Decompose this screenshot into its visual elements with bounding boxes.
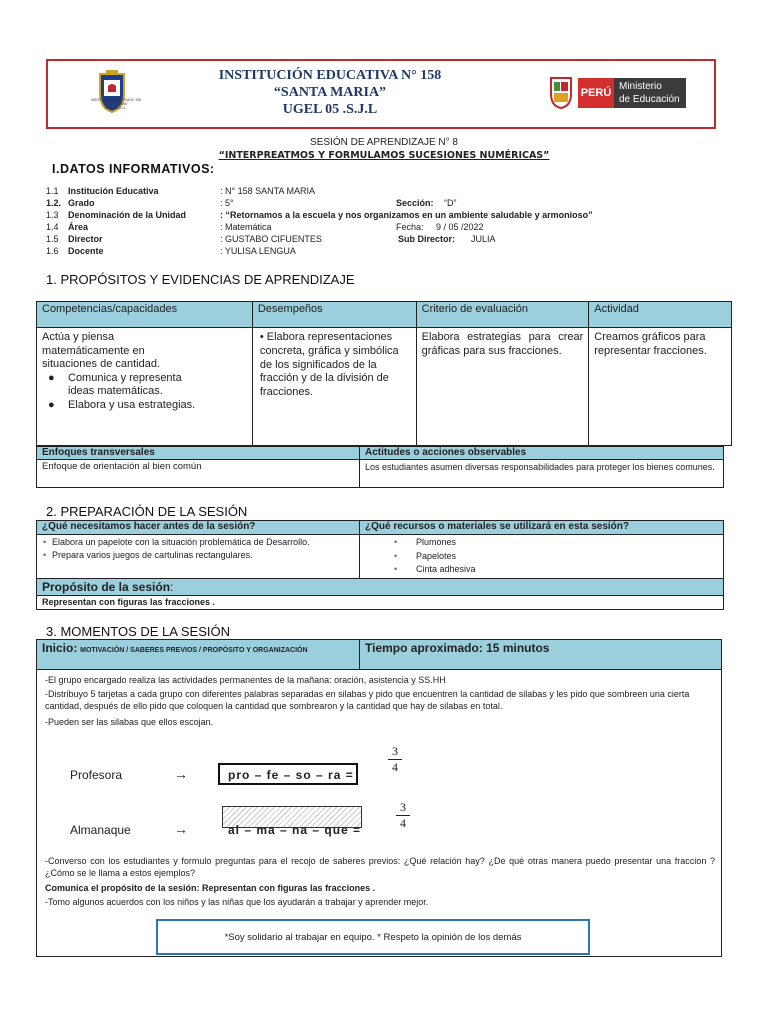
inicio-label: Inicio: [42,641,78,655]
datos-row-number: 1.5 [46,234,59,244]
institution-subname: “SANTA MARIA” [273,85,387,100]
desempeno-text: Elabora representaciones concreta, gráfica y simbólica de los significados de la fracción y de la división de fracciones. [259,331,399,399]
logo-caption-line: INSTITUCION EDUCATIVA N° 158 [91,98,141,102]
datos-row-value: : N° 158 SANTA MARIA [220,186,315,196]
fraction-numerator: 3 [388,744,402,760]
arrow-icon: → [174,821,188,837]
datos-row-label: Grado [68,198,95,208]
institution-name: INSTITUCIÓN EDUCATIVA N° 158 [218,68,442,83]
list-item: ● Elabora y usa estrategias. [48,398,196,411]
enfoques-table [36,446,724,488]
inicio-sub: MOTIVACIÓN / SABERES PREVIOS / PROPÓSITO Y ORGANIZACIÓN [80,647,308,654]
col-header: Criterio de evaluación [416,302,589,328]
datos-row-extra-label: Sub Director: [398,234,456,244]
session-number: SESIÓN DE APRENDIZAJE N° 8 [310,137,458,148]
datos-row-value: : 5° [220,198,234,208]
inicio-header [37,640,360,670]
fraction-denominator: 4 [392,760,398,774]
antes-cell [37,535,360,579]
datos-row-value: : GUSTABO CIFUENTES [220,234,322,244]
datos-heading: I.DATOS INFORMATIVOS: [52,162,215,176]
list-item: • Prepara varios juegos de cartulinas rectangulares. [43,550,253,560]
paragraph: -Distribuyo 5 tarjetas a cada grupo con diferentes palabras separadas en silabas y pido que encuentren la cantidad de silabas y les pido que sombreen una cierta cantidad, después de ello pido que coloquen la cantidad que sombrearon y la cantidad que hay de silabas en total. [45,689,690,711]
peru-shield-icon [548,74,574,110]
momentos-heading: 3. MOMENTOS DE LA SESIÓN [46,624,230,639]
proposito-label: Propósito de la sesión [42,579,171,594]
paragraph: -Pueden ser las silabas que ellos escojan. [45,717,214,727]
logo-caption-line: "SANTA MARIA" [104,102,128,106]
momentos-box [36,639,722,957]
list-item: • Elabora un papelote con la situación problemática de Desarrollo. [43,537,310,547]
datos-row-extra-value: JULIA [471,234,496,244]
datos-row-label: Área [68,222,89,232]
criterio-cell: Elabora estrategias para crear gráficas para sus fracciones. [416,328,589,446]
actividad-cell: Creamos gráficos para representar fracciones. [589,328,732,446]
ministry-logo [548,72,688,114]
datos-row-number: 1.4 [46,222,59,232]
competencia-text: Actúa y piensa matemáticamente en situaciones de cantidad. [42,331,161,370]
peru-label: PERÚ [578,78,614,108]
col-header: Competencias/capacidades [37,302,253,328]
datos-row-extra-label: Sección: [396,198,434,208]
datos-row [46,234,746,246]
ministry-label-line: Ministerio [619,81,662,92]
proposito-label-cell: Propósito de la sesión: [37,578,724,595]
actitudes-header: Actitudes o acciones observables [360,447,724,460]
list-item: ● Comunica y representa ideas matemáticas. [48,371,182,397]
datos-row-value: : Matemática [220,222,272,232]
syllable-equation: pro – fe – so – ra = [228,768,354,782]
competencias-cell [37,328,253,446]
session-title: “INTERPREATMOS Y FORMULAMOS SUCESIONES NUMÉRICAS” [218,150,550,161]
datos-row [46,210,746,222]
paragraph: -Converso con los estudiantes y formulo preguntas para el recojo de saberes previos: ¿Qué relación hay? ¿De qué otras manera puedo presentar una fraccion ?¿Cómo se le llama a estos ejemplos? [45,856,715,878]
datos-row-label: Institución Educativa [68,186,159,196]
list-item: • Plumones [394,537,457,547]
datos-row-label: Docente [68,246,104,256]
datos-row [46,222,746,234]
propositos-heading: 1. PROPÓSITOS Y EVIDENCIAS DE APRENDIZAJE [46,272,355,287]
desempenos-cell: • Elabora representaciones concreta, gráfica y simbólica de los significados de la fracción y de la división de fracciones. [252,328,416,446]
tiempo-header: Tiempo aproximado: 15 minutos [360,640,721,670]
preparacion-table [36,520,724,610]
antes-list [42,536,354,562]
list-item: • Papelotes [394,550,457,561]
datos-row-extra-value: 9 / 05 /2022 [436,222,484,232]
fraction [396,800,410,831]
datos-row-label: Denominación de la Unidad [68,210,187,220]
fraction-denominator: 4 [400,816,406,830]
propositos-table [36,301,732,446]
acuerdos-box: *Soy solidario al trabajar en equipo. * Respeto la opinión de los demás [156,919,590,955]
capacidades-list [42,372,247,413]
ugel-name: UGEL 05 .S.J.L [282,102,378,117]
datos-row-value: : YULISA LENGUA [220,246,296,256]
datos-row-number: 1.2. [46,198,62,208]
school-logo-caption [84,98,148,110]
ministry-label-line: de Educación [619,94,680,105]
recursos-header: ¿Qué recursos o materiales se utilizará en esta sesión? [360,521,724,535]
preparacion-heading: 2. PREPARACIÓN DE LA SESIÓN [46,504,248,519]
fraction [388,744,402,775]
datos-row [46,246,746,258]
enfoques-header: Enfoques transversales [37,447,360,460]
fraction-numerator: 3 [396,800,410,816]
recursos-cell [360,535,724,579]
example-word: Almanaque [70,823,131,837]
list-item: • Cinta adhesiva [394,564,476,574]
datos-row-extra-value: “D” [444,198,457,208]
datos-row [46,198,746,210]
datos-row-number: 1.1 [46,186,59,196]
col-header: Desempeños [252,302,416,328]
datos-row-number: 1.6 [46,246,59,256]
datos-row-number: 1.3 [46,210,59,220]
paragraph: Comunica el propósito de la sesión: Representan con figuras las fracciones . [45,883,376,893]
enfoque-cell: Enfoque de orientación al bien común [37,460,360,488]
paragraph: -El grupo encargado realiza las actividades permanentes de la mañana: oración, asistencia y SS.HH [45,675,446,685]
datos-row-extra-label: Fecha: [396,222,424,232]
col-header: Actividad [589,302,732,328]
recursos-list [394,536,718,577]
proposito-cell: Representan con figuras las fracciones . [37,595,724,609]
logo-caption-line: UGEL 05 S.J.L. [104,106,128,110]
arrow-icon: → [174,766,188,782]
paragraph: -Tomo algunos acuerdos con los niños y las niñas que los ayudarán a trabajar y aprender mejor. [45,897,429,907]
example-word: Profesora [70,768,123,782]
datos-row-label: Director [68,234,103,244]
datos-row [46,186,746,198]
antes-header: ¿Qué necesitamos hacer antes de la sesión? [37,521,360,535]
ministry-label [614,78,686,108]
datos-row-value: : “Retornamos a la escuela y nos organizamos en un ambiente saludable y armonioso” [220,210,593,220]
syllable-equation: al – ma – na – que = [228,823,362,837]
actitud-cell: Los estudiantes asumen diversas responsabilidades para proteger los bienes comunes. [360,460,724,488]
